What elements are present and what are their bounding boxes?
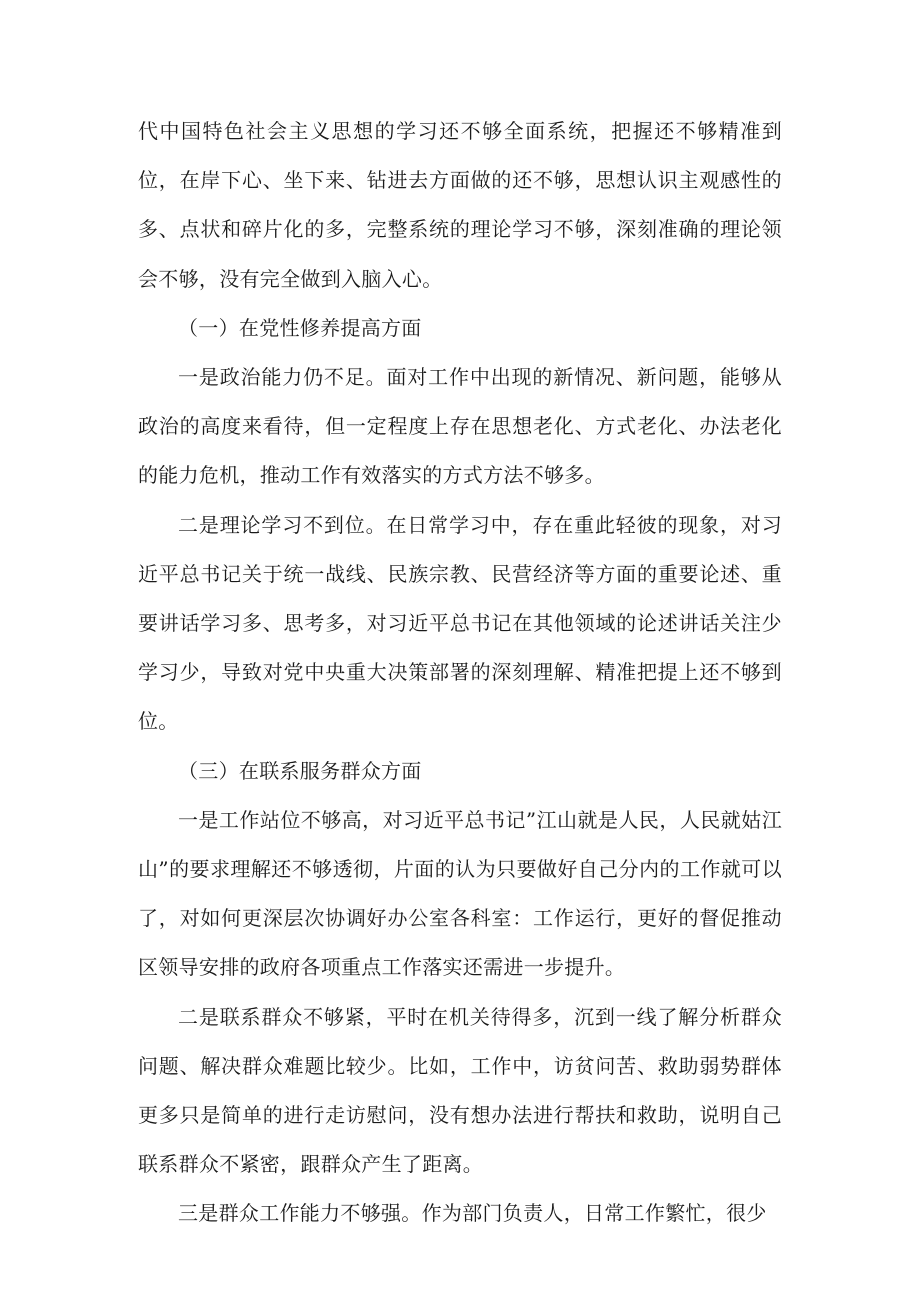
paragraph-work-position: 一是工作站位不够高，对习近平总书记”江山就是人民，人民就姑江山”的要求理解还不够透彻，片面的认为只要做好自己分内的工作就可以了，对如何更深层次协调好办公室各科室：工作运行，更好的督促推动区领导安排的政府各项重点工作落实还需进一步提升。: [138, 807, 782, 980]
paragraph-contact-masses: 二是联系群众不够紧，平时在机关待得多，沉到一线了解分析群众问题、解决群众难题比较少。比如，工作中，访贫问苦、救助弱势群体更多只是简单的进行走访慰问，没有想办法进行帮扶和救助，说明自己联系群众不紧密，跟群众产生了距离。: [138, 1004, 782, 1177]
section-heading-party-spirit: （一）在党性修养提高方面: [178, 315, 422, 340]
paragraph-political-ability: 一是政治能力仍不足。面对工作中出现的新情况、新问题，能够从政治的高度来看待，但一定程度上存在思想老化、方式老化、办法老化的能力危机，推动工作有效落实的方式方法不够多。: [138, 365, 782, 488]
section-heading-serving-masses: （三）在联系服务群众方面: [178, 758, 422, 783]
paragraph-theory-study: 二是理论学习不到位。在日常学习中，存在重此轻彼的现象，对习近平总书记关于统一战线、民族宗教、民营经济等方面的重要论述、重要讲话学习多、思考多，对习近平总书记在其他领域的论述讲话关注少学习少，导致对党中央重大决策部署的深刻理解、精准把提上还不够到位。: [138, 512, 782, 734]
paragraph-mass-work-ability: 三是群众工作能力不够强。作为部门负责人，日常工作繁忙，很少: [178, 1201, 767, 1226]
paragraph-continuation: 代中国特色社会主义思想的学习还不够全面系统，把握还不够精准到位，在岸下心、坐下来、钻进去方面做的还不够，思想认识主观感性的多、点状和碎片化的多，完整系统的理论学习不够，深刻准确的理论领会不够，没有完全做到入脑入心。: [138, 119, 782, 291]
document-body: [138, 107, 782, 1239]
